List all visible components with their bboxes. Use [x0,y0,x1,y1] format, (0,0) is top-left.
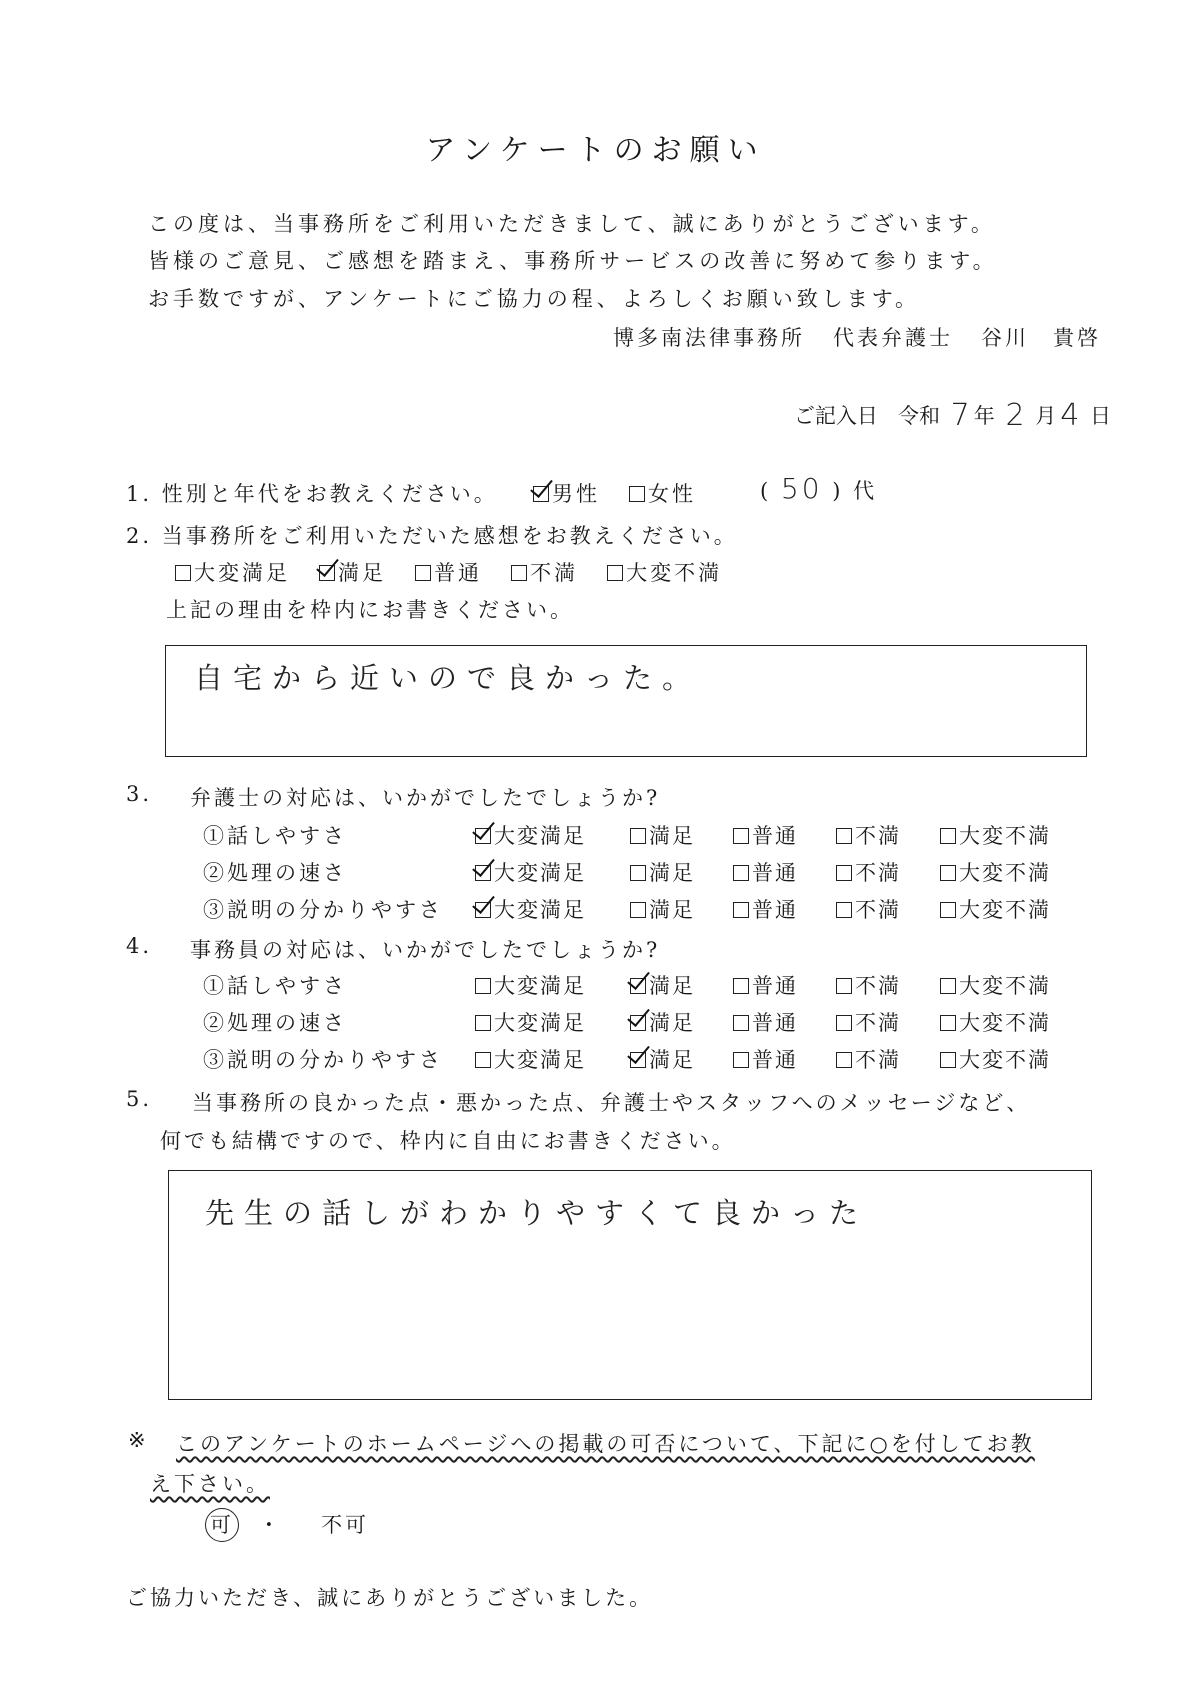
q4-row-0-option-label-2: 普通 [752,974,798,998]
office-name: 博多南法律事務所 [613,326,805,350]
q2-reason-answer: 自宅から近いので良かった。 [194,661,702,695]
male-label: 男性 [552,482,600,506]
q3-number: 3. [126,782,153,806]
q4-row-2-option-label-0: 大変満足 [494,1048,586,1072]
q4-row-label-1: ②処理の速さ [203,1011,347,1035]
q3-row-2-option-0[interactable] [475,894,586,924]
age-value[interactable]: 50 [780,472,823,505]
q4-row-0-option-label-3: 不満 [855,974,901,998]
q4-row-2-option-label-2: 普通 [752,1048,798,1072]
q3-row-2-option-1[interactable] [630,894,695,924]
q3-row-2-checkbox-0[interactable] [475,902,491,918]
age-open: ( [760,479,772,503]
q1-text: 1. 性別と年代をお教えください。 [126,482,498,506]
female-label: 女性 [648,482,697,506]
q3-row-2-option-label-1: 満足 [649,898,695,922]
q4-row-2-checkbox-1[interactable] [630,1052,646,1068]
q3-row-1-option-3[interactable] [836,857,901,887]
note-line-1: このアンケートのホームページへの掲載の可否について、下記に○を付してお教 [176,1432,1035,1456]
q4-row-1-option-2[interactable] [733,1007,798,1037]
q4-row-0-option-label-1: 満足 [649,974,695,998]
q5-text-line-1: 当事務所の良かった点・悪かった点、弁護士やスタッフへのメッセージなど、 [192,1091,1031,1115]
q2-option-4: 大変不満 [626,561,723,585]
q4-row-1-option-label-4: 大変不満 [959,1011,1051,1035]
age-unit: 代 [853,479,878,503]
q4-row-2-checkbox-2[interactable] [733,1052,749,1068]
q3-row-1-option-label-2: 普通 [752,861,798,885]
day-unit: 日 [1090,404,1111,428]
q4-row-0-option-3[interactable] [836,970,901,1000]
q3-row-label-0: ①話しやすさ [203,824,347,848]
date-year[interactable]: 7 [950,398,970,433]
signer-role: 代表弁護士 [833,326,953,350]
q3-row-2-option-label-0: 大変満足 [494,898,586,922]
q3-row-1-option-label-3: 不満 [855,861,901,885]
month-unit: 月 [1035,404,1057,428]
q3-row-2-option-2[interactable] [733,894,798,924]
q4-row-2-option-label-1: 満足 [649,1048,695,1072]
q5-answer-box[interactable] [168,1170,1092,1400]
q3-row-0-checkbox-0[interactable] [475,828,491,844]
q4-row-1-option-label-0: 大変満足 [494,1011,586,1035]
q3-row-label-2: ③説明の分かりやすさ [203,898,443,922]
q1-gender [533,478,696,508]
q3-row-0-option-label-0: 大変満足 [494,824,586,848]
q4-row-2-option-label-3: 不満 [855,1048,901,1072]
q4-row-0-checkbox-4[interactable] [940,978,956,994]
note-mark: ※ [128,1428,149,1452]
q4-row-1-option-1[interactable] [630,1007,695,1037]
q4-row-2-checkbox-0[interactable] [475,1052,491,1068]
q3-row-2-checkbox-2[interactable] [733,902,749,918]
q4-row-1-option-label-3: 不満 [855,1011,901,1035]
q2-text: 2. 当事務所をご利用いただいた感想をお教えください。 [126,524,738,548]
q3-row-1-option-1[interactable] [630,857,695,887]
closing-text: ご協力いただき、誠にありがとうございました。 [126,1586,654,1610]
q2-option-0: 大変満足 [194,561,290,585]
q4-row-0-checkbox-0[interactable] [475,978,491,994]
q4-row-0-option-2[interactable] [733,970,798,1000]
q3-row-2-checkbox-3[interactable] [836,902,852,918]
q4-row-2-checkbox-4[interactable] [940,1052,956,1068]
q3-row-label-1: ②処理の速さ [203,861,347,885]
q3-row-1-option-label-0: 大変満足 [494,861,586,885]
q3-row-0-option-0[interactable] [475,820,586,850]
q3-row-0-option-4[interactable] [940,820,1051,850]
signature [613,322,1101,352]
q4-row-0-option-label-4: 大変不満 [959,974,1051,998]
q3-row-1-checkbox-1[interactable] [630,865,646,881]
entry-date [794,398,1111,433]
q3-row-0-option-2[interactable] [733,820,798,850]
intro-line-2: 皆様のご意見、ご感想を踏まえ、事務所サービスの改善に努めて参ります。 [148,249,998,273]
age-close: ) [832,479,844,503]
q5-text-line-2: 何でも結構ですので、枠内に自由にお書きください。 [160,1129,736,1153]
q3-row-0-checkbox-2[interactable] [733,828,749,844]
q3-row-1-checkbox-3[interactable] [836,865,852,881]
q2-option-1: 満足 [338,561,387,585]
q3-row-1-checkbox-2[interactable] [733,865,749,881]
q4-row-1-option-label-1: 満足 [649,1011,695,1035]
q3-row-0-option-label-4: 大変不満 [959,824,1051,848]
q3-row-1-option-0[interactable] [475,857,586,887]
q3-row-0-option-3[interactable] [836,820,901,850]
q5-answer: 先生の話しがわかりやすくて良かった [205,1196,869,1230]
male-checkbox[interactable] [533,486,549,502]
q4-row-1-option-label-2: 普通 [752,1011,798,1035]
date-label: ご記入日 [793,404,878,428]
q3-row-2-option-4[interactable] [940,894,1051,924]
q3-row-0-checkbox-4[interactable] [940,828,956,844]
q4-row-0-option-label-0: 大変満足 [494,974,586,998]
q4-row-1-checkbox-3[interactable] [836,1015,852,1031]
q3-row-0-option-label-2: 普通 [752,824,798,848]
q2-checkbox-4[interactable] [607,565,623,581]
female-checkbox[interactable] [629,486,645,502]
q3-row-0-option-label-1: 満足 [649,824,695,848]
allow-option[interactable]: 可 [205,1508,239,1542]
q3-row-2-option-label-3: 不満 [855,898,901,922]
note-line-2: え下さい。 [150,1472,270,1496]
q2-reason-box[interactable] [165,645,1087,757]
q4-row-1-checkbox-0[interactable] [475,1015,491,1031]
q3-row-1-option-4[interactable] [940,857,1051,887]
q3-row-1-checkbox-0[interactable] [475,865,491,881]
q4-row-2-option-2[interactable] [733,1044,798,1074]
q2-options [175,557,722,587]
q4-row-0-option-1[interactable] [630,970,695,1000]
q4-row-1-option-3[interactable] [836,1007,901,1037]
q4-row-2-checkbox-3[interactable] [836,1052,852,1068]
q4-row-1-checkbox-1[interactable] [630,1015,646,1031]
q4-row-2-option-3[interactable] [836,1044,901,1074]
q4-row-label-0: ①話しやすさ [203,974,347,998]
q4-row-1-checkbox-4[interactable] [940,1015,956,1031]
q4-row-0-checkbox-2[interactable] [733,978,749,994]
q4-row-0-option-4[interactable] [940,970,1051,1000]
q3-row-2-checkbox-1[interactable] [630,902,646,918]
q4-row-2-option-0[interactable] [475,1044,586,1074]
intro-line-3: お手数ですが、アンケートにご協力の程、よろしくお願い致します。 [148,287,921,311]
q3-row-1-option-label-1: 満足 [649,861,695,885]
q4-row-label-2: ③説明の分かりやすさ [203,1048,443,1072]
q4-row-0-checkbox-1[interactable] [630,978,646,994]
q1-age [760,472,877,505]
q2-option-2: 普通 [434,561,483,585]
q4-row-2-option-1[interactable] [630,1044,695,1074]
q2-checkbox-3[interactable] [511,565,527,581]
year-unit: 年 [973,404,995,428]
publish-choice [205,1508,369,1542]
q3-text: 弁護士の対応は、いかがでしたでしょうか? [190,786,661,810]
q3-row-2-checkbox-4[interactable] [940,902,956,918]
date-month[interactable]: 2 [1005,398,1025,433]
date-day[interactable]: 4 [1060,398,1080,433]
q3-row-2-option-label-2: 普通 [752,898,798,922]
q2-option-3: 不満 [530,561,579,585]
choice-separator: ・ [258,1513,283,1537]
q3-row-0-checkbox-1[interactable] [630,828,646,844]
q4-row-2-option-4[interactable] [940,1044,1051,1074]
q2-reason-prompt: 上記の理由を枠内にお書きください。 [166,598,574,622]
q4-row-0-option-0[interactable] [475,970,586,1000]
q4-row-1-option-0[interactable] [475,1007,586,1037]
q3-row-1-option-label-4: 大変不満 [959,861,1051,885]
date-era: 令和 [897,404,940,428]
intro-line-1: この度は、当事務所をご利用いただきまして、誠にありがとうございます。 [148,212,996,236]
q4-row-0-checkbox-3[interactable] [836,978,852,994]
q2-checkbox-0[interactable] [175,565,191,581]
page-title: アンケートのお願い [425,133,766,168]
q3-row-0-checkbox-3[interactable] [836,828,852,844]
q3-row-0-option-1[interactable] [630,820,695,850]
signer-name: 谷川 貴啓 [981,326,1101,350]
q4-number: 4. [126,934,153,958]
q3-row-1-option-2[interactable] [733,857,798,887]
deny-option[interactable]: 不可 [321,1513,370,1537]
q2-checkbox-1[interactable] [319,565,335,581]
q3-row-2-option-label-4: 大変不満 [959,898,1051,922]
q3-row-1-checkbox-4[interactable] [940,865,956,881]
q3-row-0-option-label-3: 不満 [855,824,901,848]
q3-row-2-option-3[interactable] [836,894,901,924]
q5-number: 5. [126,1087,153,1111]
q4-row-1-option-4[interactable] [940,1007,1051,1037]
q4-text: 事務員の対応は、いかがでしたでしょうか? [190,938,661,962]
q4-row-2-option-label-4: 大変不満 [959,1048,1051,1072]
q2-checkbox-2[interactable] [415,565,431,581]
q4-row-1-checkbox-2[interactable] [733,1015,749,1031]
